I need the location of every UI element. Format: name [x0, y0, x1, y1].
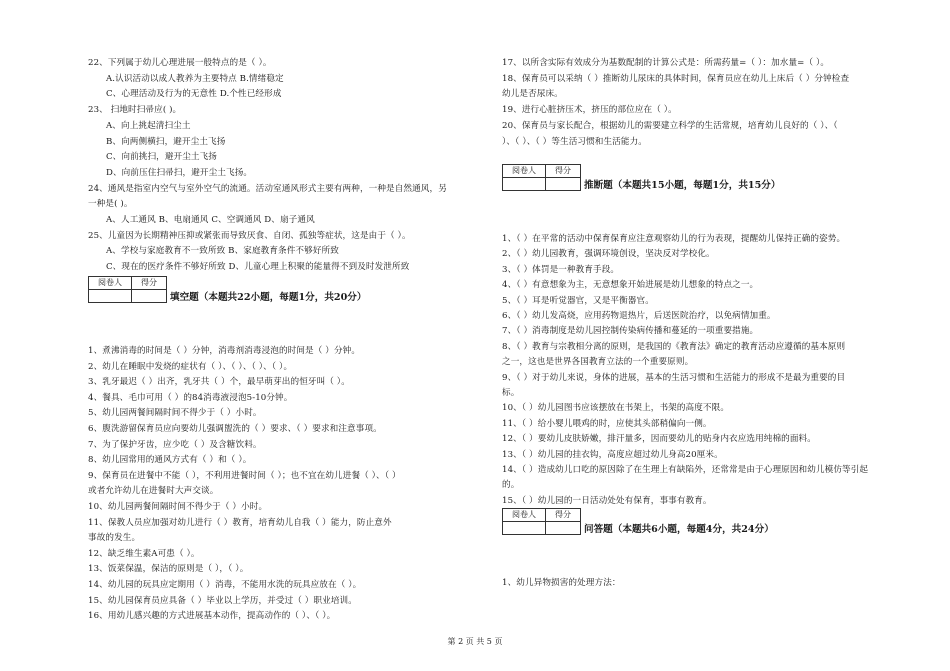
- text-line: 12、缺乏维生素A可患（ ）。: [88, 548, 200, 559]
- text-line: 事故的发生。: [88, 533, 141, 544]
- score-cell: [546, 178, 581, 191]
- text-line: C、现在的医疗条件不够好所致 D、儿童心理上积聚的能量得不到及时发泄所致: [106, 262, 410, 273]
- text-line: A、人工通风 B、电扇通风 C、空调通风 D、扇子通风: [106, 215, 315, 225]
- text-line: 1、煮沸消毒的时间是（ ）分钟，消毒剂消毒浸泡的时间是（ ）分钟。: [88, 346, 361, 356]
- text-line: 一种是( )。: [88, 199, 133, 210]
- text-line: 的。: [502, 480, 520, 491]
- text-line: 25、儿童因为长期精神压抑或紧张而导致厌食、自闭、孤独等症状，这是由于（ ）。: [88, 230, 411, 241]
- text-line: 9、（ ）对于幼儿来说，身体的进展，基本的生活习惯和生活能力的形成不是最为重要的目: [502, 372, 846, 383]
- grader-label: 阅卷人: [503, 509, 546, 522]
- text-line: 23、 扫地时扫帚应( )。: [88, 105, 182, 116]
- score-cell: [132, 290, 167, 303]
- grader-label: 阅卷人: [89, 277, 132, 290]
- text-line: 11、保教人员应加强对幼儿进行（ ）教育，培育幼儿自我（ ）能力，防止意外: [88, 517, 392, 528]
- text-line: 或者允许幼儿在进餐时大声交谈。: [88, 486, 219, 497]
- text-line: 14、（ ）造成幼儿口吃的原因除了在生理上有缺陷外，还常常是由于心理原因和幼儿模仿等引起: [502, 465, 869, 475]
- text-line: 5、幼儿园两餐间隔时间不得少于（ ）小时。: [88, 408, 262, 419]
- text-line: 15、（ ）幼儿园的一日活动处处有保育，事事有教育。: [502, 495, 712, 506]
- grader-box-judge: [502, 164, 581, 191]
- section-title-fill: 填空题（本题共22小题，每题1分，共20分）: [170, 292, 367, 303]
- page-footer: 第 2 页 共 5 页: [447, 637, 503, 646]
- text-line: 8、（ ）教育与宗教相分离的原则，是我国的《教育法》确定的教育活动应遵循的基本原则: [502, 341, 846, 352]
- text-line: 5、（ ）耳是听觉器官，又是平衡器官。: [502, 295, 654, 306]
- text-line: 1、（ ）在平常的活动中保育保育应注意观察幼儿的行为表现，提醒幼儿保持正确的姿势。: [502, 234, 846, 244]
- text-line: D、向前压住扫帚扫，避开尘土飞扬。: [106, 167, 253, 178]
- text-line: 6、腹洗游留保育员应向要幼儿强调盥洗的（ ）要求、（ ）要求和注意事项。: [88, 424, 382, 434]
- text-line: 3、（ ）体罚是一种教育手段。: [502, 264, 620, 275]
- text-line: 13、（ ）幼儿园的挂衣钩，高度应超过幼儿身高20厘米。: [502, 449, 723, 460]
- score-label: 得分: [546, 509, 581, 522]
- text-line: A.认识活动以成人教养为主要特点 B.情绪稳定: [106, 73, 284, 84]
- grader-cell: [89, 290, 132, 303]
- text-line: 18、保育员可以采纳（ ）推断幼儿尿床的具体时间，保育员应在幼儿上床后（ ）分钟检查: [502, 73, 850, 84]
- text-line: B、向两侧横扫，避开尘土飞扬: [106, 136, 226, 147]
- section-title-qa: 问答题（本题共6小题，每题4分，共24分）: [584, 524, 774, 535]
- text-line: 2、幼儿在睡眠中发烧的症状有（ ）、（ ）、（ ）、（ ）。: [88, 361, 293, 372]
- text-line: 标。: [502, 388, 520, 398]
- score-label: 得分: [132, 277, 167, 290]
- score-label: 得分: [546, 165, 581, 178]
- text-line: 2、（ ）幼儿园教育，强调环境创设，坚决反对学校化。: [502, 249, 715, 260]
- text-line: 11、（ ）给小婴儿喂鸡的时，应使其头部稍偏向一侧。: [502, 418, 712, 429]
- text-line: 之一，这也是世界各国教育立法的一个重要原则。: [502, 357, 694, 368]
- text-line: 19、进行心脏挤压术，挤压的部位应在（ ）。: [502, 105, 677, 116]
- text-line: 15、幼儿园保育员应具备（ ）毕业以上学历，并受过（ ）职业培训。: [88, 595, 357, 606]
- text-line: 12、（ ）要幼儿皮肤娇嫩，排汗量多，因而要幼儿的贴身内衣应选用纯棉的面料。: [502, 434, 816, 445]
- text-line: 10、幼儿园两餐间隔时间不得少于（ ）小时。: [88, 502, 268, 512]
- grader-cell: [503, 522, 546, 535]
- text-line: ）、（ ）、（ ）等生活习惯和生活能力。: [502, 136, 647, 147]
- text-line: 16、用幼儿感兴趣的方式进展基本动作，提高动作的（ ）、（ ）。: [88, 611, 336, 622]
- text-line: 幼儿是否尿床。: [502, 89, 563, 100]
- text-line: 4、（ ）有意想象为主，无意想象开始进展是幼儿想象的特点之一。: [502, 280, 759, 291]
- grader-box-fill: [88, 276, 167, 303]
- text-line: 20、保育员与家长配合，根据幼儿的需要建立科学的生活常规，培育幼儿良好的（ ）、（: [502, 120, 838, 131]
- section-title-judge: 推断题（本题共15小题，每题1分，共15分）: [584, 180, 781, 191]
- grader-label: 阅卷人: [503, 165, 546, 178]
- text-line: C、向前挑扫，避开尘土飞扬: [106, 152, 218, 163]
- text-line: 17、以所含实际有效成分为基数配制的计算公式是：所需药量=（ ）：加水量=（ ）。: [502, 58, 830, 68]
- text-line: 22、下列属于幼儿心理进展一般特点的是（ ）。: [88, 58, 272, 68]
- text-line: 1、幼儿异物损害的处理方法：: [502, 578, 621, 588]
- text-line: A、向上挑起清扫尘土: [106, 120, 191, 131]
- text-line: 14、幼儿园的玩具应定期用（ ）消毒，不能用水洗的玩具应放在（ ）。: [88, 580, 362, 590]
- text-line: A、学校与家庭教育不一致所致 B、家庭教育条件不够好所致: [106, 246, 339, 257]
- text-line: 13、饭菜保温，保洁的原则是（ ），（ ）。: [88, 564, 249, 575]
- text-line: 6、（ ）幼儿发高烧，应用药物退热片，后送医院治疗，以免病情加重。: [502, 311, 776, 321]
- text-line: 7、（ ）消毒制度是幼儿园控制传染病传播和蔓延的一项重要措施。: [502, 326, 759, 337]
- grader-cell: [503, 178, 546, 191]
- text-line: 24、通风是指室内空气与室外空气的流通。活动室通风形式主要有两种，一种是自然通风，另: [88, 183, 447, 194]
- text-line: 7、为了保护牙齿，应少吃（ ）及含糖饮料。: [88, 439, 262, 450]
- grader-box-qa: [502, 508, 581, 535]
- text-line: 3、乳牙最迟（ ）出齐，乳牙共（ ）个，最早萌芽出的恒牙叫（ ）。: [88, 377, 350, 388]
- text-line: 8、幼儿园常用的通风方式有（ ）和（ ）。: [88, 455, 252, 466]
- score-cell: [546, 522, 581, 535]
- text-line: 9、保育员在进餐中不能（ ），不利用进餐时间（ ）；也不宜在幼儿进餐（ ）、（ ）: [88, 470, 401, 481]
- text-line: 10、（ ）幼儿园图书应该摆放在书架上，书架的高度不限。: [502, 403, 730, 414]
- text-line: C、心理活动及行为的无意性 D.个性已经形成: [106, 89, 282, 100]
- text-line: 4、餐具、毛巾可用（ ）的84消毒液浸泡5-10分钟。: [88, 392, 293, 403]
